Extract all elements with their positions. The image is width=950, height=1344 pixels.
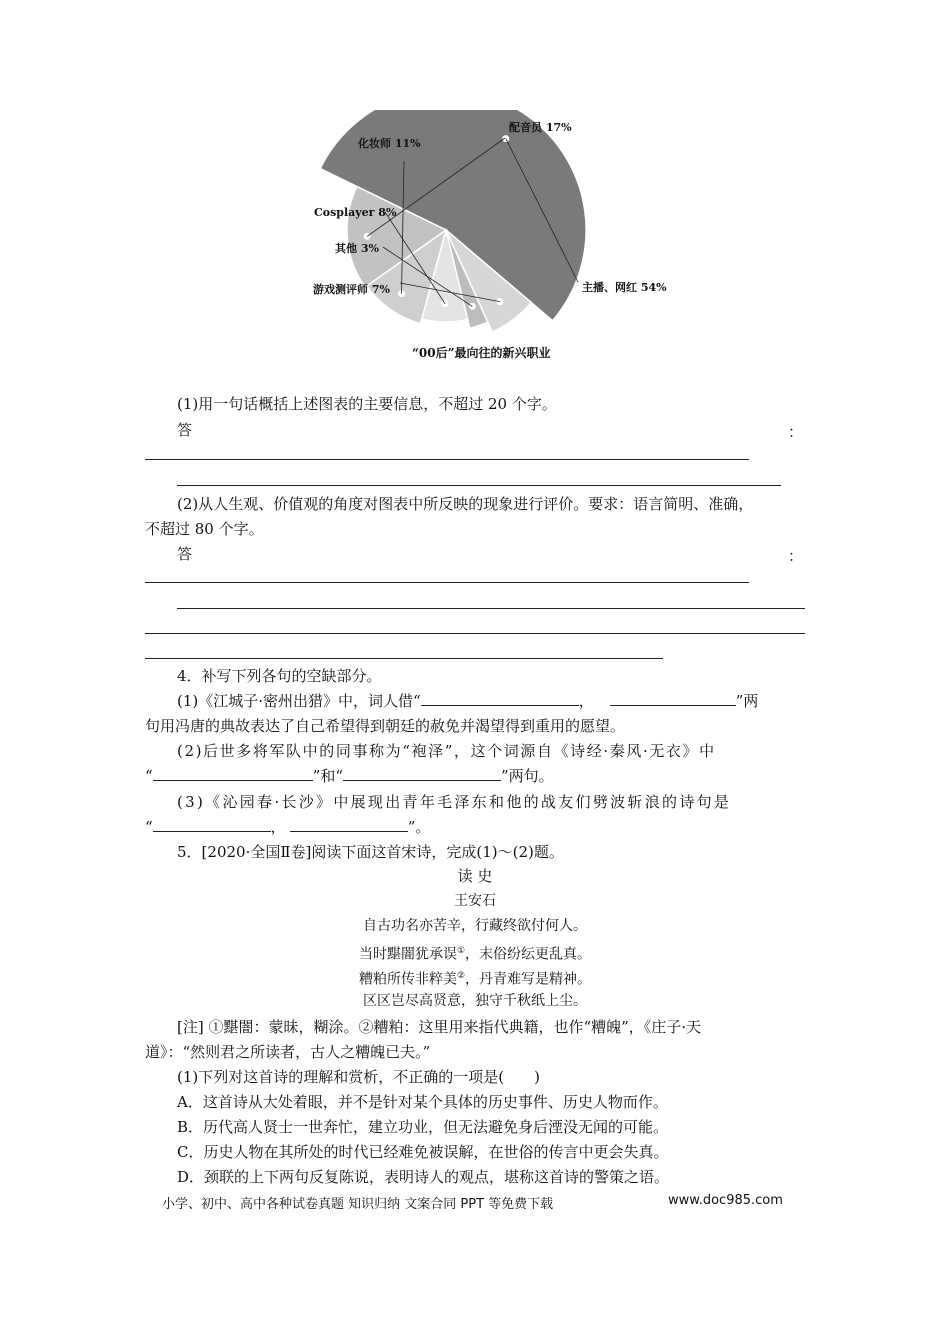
poem-note-line1: [注] ①黮闇：蒙昧，糊涂。②糟粕：这里用来指代典籍，也作“糟魄”，《庄子·天 bbox=[177, 1018, 702, 1036]
answer-label-1: 答 bbox=[177, 421, 193, 439]
poem-note-line2: 道》：“然则君之所读者，古人之糟魄已夫。” bbox=[145, 1043, 431, 1061]
q3-part2-line2: 不超过 80 个字。 bbox=[145, 520, 264, 538]
poem-line-3a: 糟粕所传非粹美 bbox=[358, 971, 457, 988]
q4-s2-mid: ”和“ bbox=[312, 767, 344, 785]
fill-blank[interactable] bbox=[153, 766, 313, 781]
pie-label: 主播、网红 54% bbox=[582, 281, 667, 294]
q4-s1-line1 bbox=[177, 691, 758, 711]
answer-line[interactable] bbox=[145, 582, 749, 583]
poem-line-4: 区区岂尽高贤意，独守千秋纸上尘。 bbox=[363, 993, 587, 1009]
poem-line-3b: ，丹青难写是精神。 bbox=[465, 971, 592, 988]
answer-line[interactable] bbox=[145, 459, 749, 460]
poem-line-2b: ，末俗纷纭更乱真。 bbox=[465, 946, 592, 963]
footer-url[interactable]: www.doc985.com bbox=[668, 1193, 783, 1208]
chart-caption: “00后”最向往的新兴职业 bbox=[412, 346, 551, 360]
q4-s1-line2: 句用冯唐的典故表达了自己希望得到朝廷的赦免并渴望得到重用的愿望。 bbox=[145, 717, 626, 735]
q4-title: 4．补写下列各句的空缺部分。 bbox=[177, 667, 382, 685]
q4-s2-line1: (2)后世多将军队中的同事称为“袍泽”，这个词源自《诗经·秦风·无衣》中 bbox=[177, 742, 716, 760]
poem-line-2a: 当时黮闇犹承误 bbox=[358, 946, 457, 963]
option-c[interactable]: C．历史人物在其所处的时代已经难免被误解，在世俗的传言中更会失真。 bbox=[177, 1143, 669, 1161]
option-a[interactable]: A．这首诗从大处着眼，并不是针对某个具体的历史事件、历史人物而作。 bbox=[177, 1093, 668, 1111]
poem-title: 读 史 bbox=[457, 867, 493, 885]
answer-colon-1: ： bbox=[788, 423, 804, 441]
pie-label: 化妆师 11% bbox=[358, 137, 421, 150]
pie-chart bbox=[300, 110, 700, 335]
answer-colon-2: ： bbox=[788, 547, 804, 565]
answer-line[interactable] bbox=[177, 608, 805, 609]
poem-line-3 bbox=[0, 967, 950, 989]
q4-s3-line1: (3)《沁园春·长沙》中展现出青年毛泽东和他的战友们劈波斩浪的诗句是 bbox=[177, 793, 732, 811]
pie-label: Cosplayer 8% bbox=[314, 206, 397, 219]
q4-s1-text: (1)《江城子·密州出猎》中，词人借“ bbox=[177, 692, 421, 710]
q4-s1-end: ”两 bbox=[735, 692, 759, 710]
q4-s3-line2 bbox=[145, 817, 430, 837]
q3-part2-line1: (2)从人生观、价值观的角度对图表中所反映的现象进行评价。要求：语言简明、准确， bbox=[177, 495, 754, 513]
q4-s3-comma: ， bbox=[270, 818, 286, 836]
q4-s3-close: ”。 bbox=[407, 818, 431, 836]
poem-line-1: 自古功名亦苦辛，行藏终欲付何人。 bbox=[363, 918, 587, 934]
q4-s2-open: “ bbox=[145, 767, 153, 785]
option-d[interactable]: D．颈联的上下两句反复陈说，表明诗人的观点，堪称这首诗的警策之语。 bbox=[177, 1168, 670, 1186]
footnote-mark-2: ② bbox=[456, 971, 466, 981]
fill-blank[interactable] bbox=[290, 817, 408, 832]
poem-line-2 bbox=[0, 942, 950, 964]
q5-title: 5．[2020·全国Ⅱ卷]阅读下面这首宋诗，完成(1)～(2)题。 bbox=[177, 843, 564, 861]
fill-blank[interactable] bbox=[343, 766, 501, 781]
answer-line[interactable] bbox=[177, 485, 781, 486]
q4-s2-close: ”两句。 bbox=[501, 767, 554, 785]
option-b[interactable]: B．历代高人贤士一世奔忙，建立功业，但无法避免身后湮没无闻的可能。 bbox=[177, 1118, 669, 1136]
poem-author: 王安石 bbox=[454, 893, 496, 909]
q4-s3-open: “ bbox=[145, 818, 153, 836]
footnote-mark-1: ① bbox=[456, 946, 466, 956]
fill-blank[interactable] bbox=[421, 691, 579, 706]
answer-label-2: 答 bbox=[177, 545, 193, 563]
pie-label: 配音员 17% bbox=[509, 121, 572, 134]
pie-label: 其他 3% bbox=[335, 242, 379, 255]
q5-question: (1)下列对这首诗的理解和赏析，不正确的一项是( ) bbox=[177, 1068, 540, 1086]
footer-text: 小学、初中、高中各种试卷真题 知识归纳 文案合同 PPT 等免费下载 bbox=[162, 1197, 554, 1212]
q4-s2-line2 bbox=[145, 766, 554, 786]
answer-line[interactable] bbox=[145, 633, 805, 634]
answer-line[interactable] bbox=[145, 658, 663, 659]
pie-label: 游戏测评师 7% bbox=[313, 283, 390, 296]
fill-blank[interactable] bbox=[610, 691, 736, 706]
q3-part1: (1)用一句话概括上述图表的主要信息，不超过 20 个字。 bbox=[177, 395, 557, 413]
q4-s1-comma: ， bbox=[578, 692, 594, 710]
fill-blank[interactable] bbox=[153, 817, 271, 832]
